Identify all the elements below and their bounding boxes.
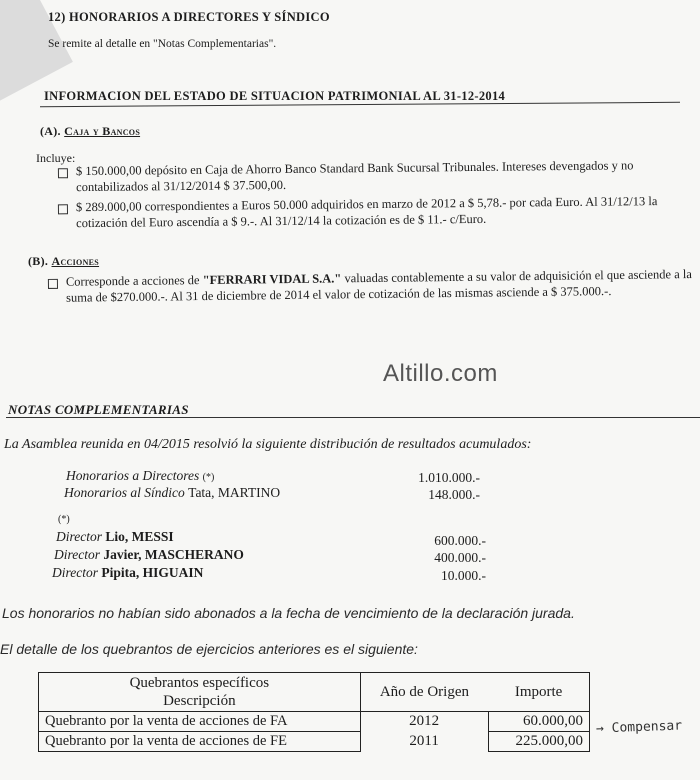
director-name: Pipita, HIGUAIN [101, 565, 204, 580]
director-amount: 600.000.- [434, 533, 486, 548]
company-name: "FERRARI VIDAL S.A." [202, 271, 342, 288]
row-amount: 225.000,00 [488, 732, 589, 752]
checkbox-bullet-icon [58, 204, 68, 214]
hon-row [64, 485, 280, 501]
watermark-text: Altillo.com [383, 360, 498, 387]
row-description: Quebranto por la venta de acciones de FE [39, 732, 361, 752]
section-b-post: valuadas contablemente a su valor de adquisición el que asciende a la suma de $270.000.-. Al 31 de diciembre de 2014 el valor de cotización de las mismas asciende a $ 375.000.-. [66, 267, 692, 305]
info-title: INFORMACION DEL ESTADO DE SITUACION PATRIMONIAL AL 31-12-2014 [44, 89, 506, 103]
quebrantos-table [38, 672, 590, 752]
section-b-pre: Corresponde a acciones de [65, 273, 203, 289]
row-description: Quebranto por la venta de acciones de FA [39, 712, 361, 732]
director-label: Director [54, 547, 100, 562]
row-year: 2012 [360, 712, 488, 732]
table-row [39, 732, 590, 752]
checkbox-bullet-icon [58, 168, 68, 178]
director-name: Lio, MESSI [105, 529, 174, 544]
director-row [54, 547, 244, 563]
section-b-label: (B). [28, 254, 49, 268]
section-b-paragraph [48, 266, 693, 306]
header-year: Año de Origen [360, 673, 488, 712]
table-row [39, 712, 590, 732]
hon-mark: (*) [202, 472, 215, 483]
header-description [39, 673, 361, 712]
hon-label: Honorarios a Directores [66, 468, 200, 483]
section-a-title: Caja y Bancos [64, 124, 141, 138]
director-row [56, 529, 174, 545]
director-label: Director [56, 529, 102, 544]
handwritten-note: → Compensar [595, 718, 683, 737]
bullet-text: $ 289.000,00 correspondientes a Euros 50.000 adquiridos en marzo de 2012 a $ 5,78.- por cada Euro. Al 31/12/13 la cotización del Euro ascendía a $ 9.-. Al 31/12/14 la cotización es de $ 11.- c/Euro. [75, 194, 658, 231]
header-description-line2: Descripción [163, 693, 236, 709]
director-amount: 400.000.- [434, 550, 486, 565]
hon-row [66, 468, 214, 484]
notas-title-rule [6, 417, 700, 418]
director-label: Director [52, 565, 98, 580]
section-b-text [66, 266, 693, 306]
hon-label: Honorarios al Síndico [64, 485, 185, 500]
table-header-row [39, 673, 590, 712]
row-amount: 60.000,00 [488, 712, 589, 732]
header-description-line1: Quebrantos específicos [129, 675, 270, 691]
section-12-title: 12) HONORARIOS A DIRECTORES Y SÍNDICO [48, 10, 330, 24]
section-b-heading [28, 254, 99, 269]
section-a-heading [40, 124, 140, 139]
director-name: Javier, MASCHERANO [103, 547, 244, 562]
bullet-item [58, 193, 698, 232]
incluye-label: Incluye: [36, 151, 76, 165]
paragraph-quebrantos: El detalle de los quebrantos de ejercicios anteriores es el siguiente: [0, 641, 418, 657]
checkbox-bullet-icon [48, 279, 58, 289]
director-amount: 10.000.- [441, 568, 486, 583]
section-a-label: (A). [40, 124, 61, 138]
header-amount: Importe [488, 673, 589, 712]
notas-intro: La Asamblea reunida en 04/2015 resolvió la siguiente distribución de resultados acumulados: [4, 437, 532, 452]
director-row [52, 565, 203, 581]
notas-title: NOTAS COMPLEMENTARIAS [8, 402, 189, 417]
paragraph-honorarios: Los honorarios no habían sido abonados a la fecha de vencimiento de la declaración jurada. [2, 605, 575, 621]
bullet-item [58, 157, 688, 196]
section-b-title: Acciones [51, 254, 100, 268]
hon-amount: 148.000.- [428, 487, 480, 502]
row-year: 2011 [409, 733, 439, 749]
hon-name: Tata, MARTINO [188, 485, 281, 500]
hon-amount: 1.010.000.- [418, 470, 480, 485]
section-12-text: Se remite al detalle en "Notas Complementarias". [48, 38, 277, 50]
asterisk-note: (*) [58, 514, 70, 525]
bullet-text: $ 150.000,00 depósito en Caja de Ahorro Banco Standard Bank Sucursal Tribunales. Intereses devengados y no contabilizados al 31/12/2014 $ 37.500,00. [75, 158, 634, 195]
